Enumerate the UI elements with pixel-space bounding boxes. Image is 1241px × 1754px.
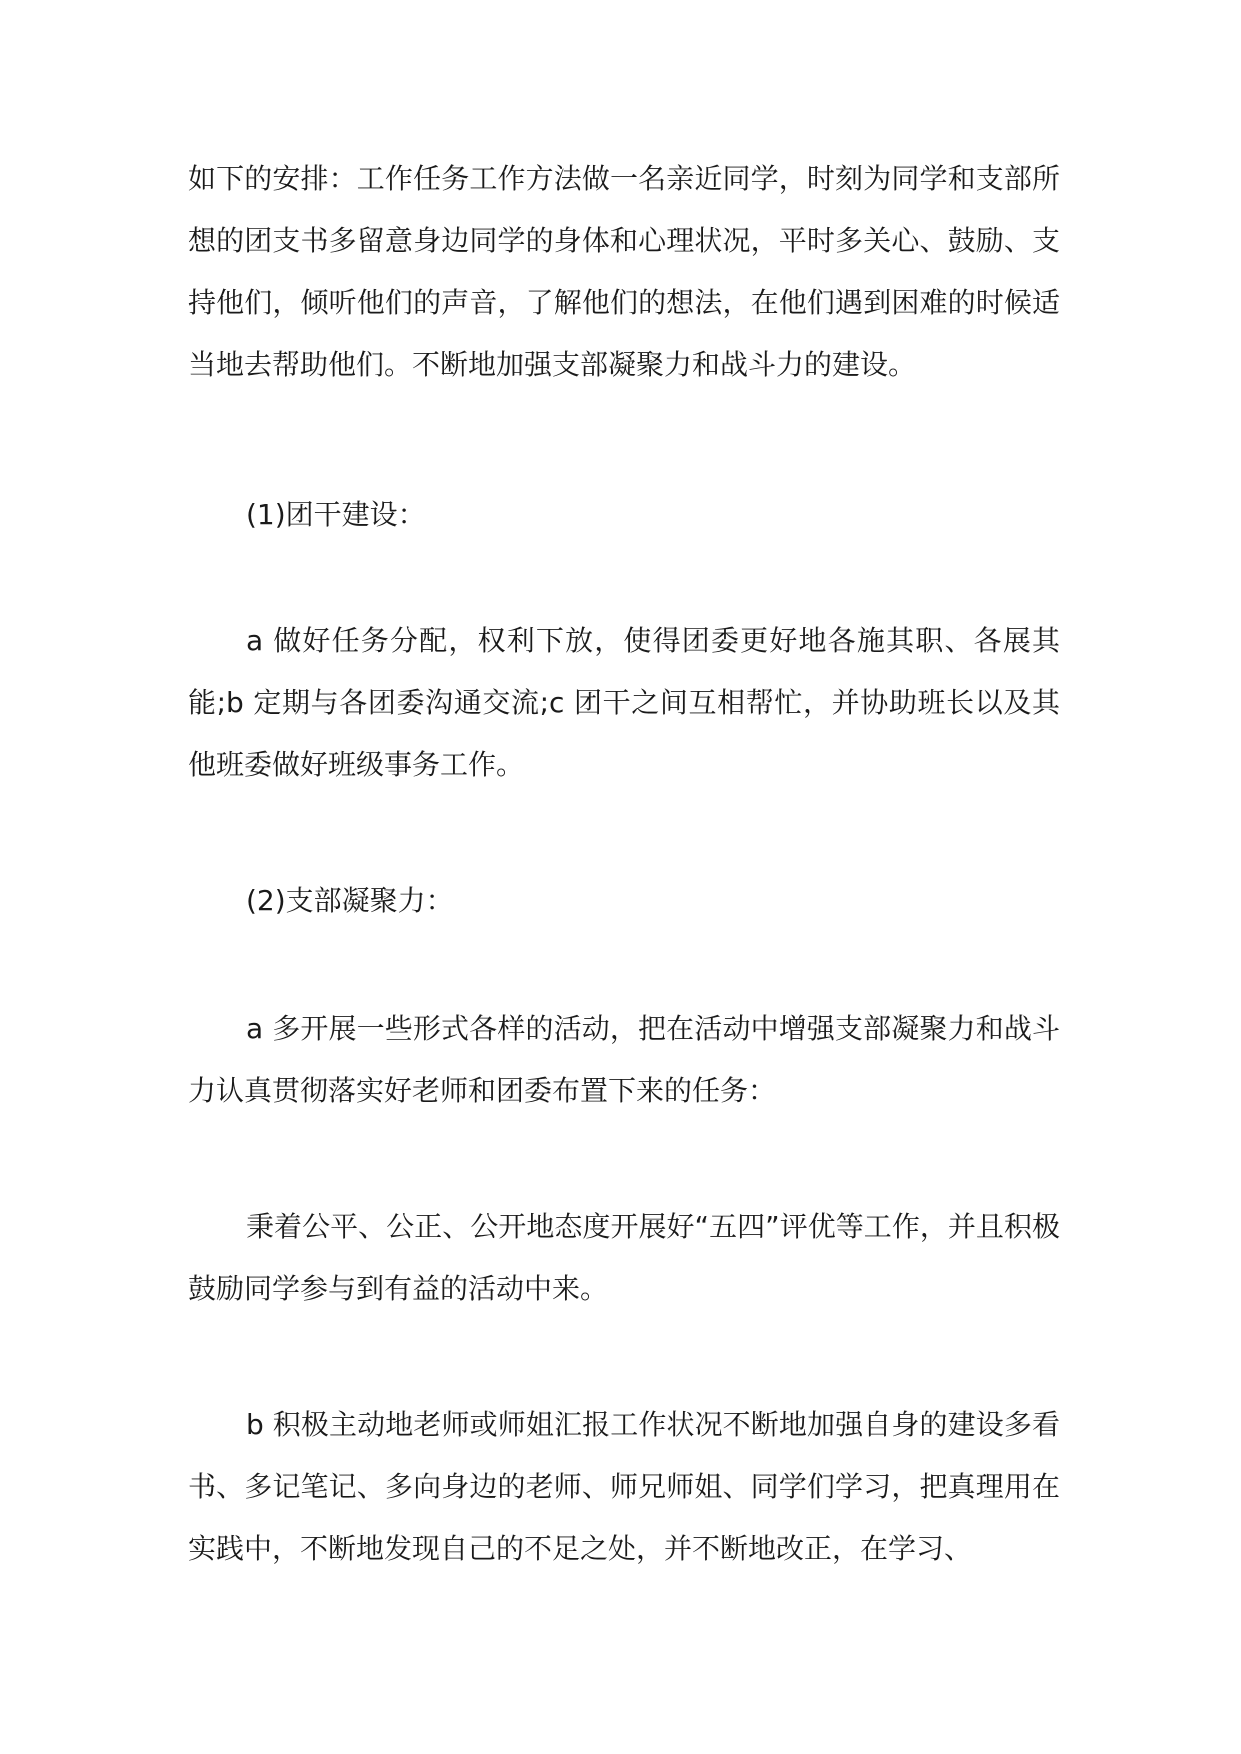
heading-branch-cohesion: (2)支部凝聚力： <box>246 884 454 917</box>
heading-team-cadre-building: (1)团干建设： <box>246 498 426 531</box>
paragraph-activities: a 多开展一些形式各样的活动，把在活动中增强支部凝聚力和战斗力认真贯彻落实好老师和团委布置下来的任务： <box>188 1012 1060 1107</box>
paragraph-self-improvement: b 积极主动地老师或师姐汇报工作状况不断地加强自身的建设多看书、多记笔记、多向身边的老师、师兄师姐、同学们学习，把真理用在实践中，不断地发现自己的不足之处，并不断地改正，在学习、 <box>188 1408 1060 1565</box>
paragraph-team-cadre-items: a 做好任务分配，权利下放，使得团委更好地各施其职、各展其能;b 定期与各团委沟通交流;c 团干之间互相帮忙，并协助班长以及其他班委做好班级事务工作。 <box>188 624 1060 781</box>
paragraph-intro: 如下的安排：工作任务工作方法做一名亲近同学，时刻为同学和支部所想的团支书多留意身边同学的身体和心理状况，平时多关心、鼓励、支持他们，倾听他们的声音，了解他们的想法，在他们遇到困难的时候适当地去帮助他们。不断地加强支部凝聚力和战斗力的建设。 <box>188 162 1060 381</box>
paragraph-evaluation: 秉着公平、公正、公开地态度开展好“五四”评优等工作，并且积极鼓励同学参与到有益的活动中来。 <box>188 1210 1060 1305</box>
